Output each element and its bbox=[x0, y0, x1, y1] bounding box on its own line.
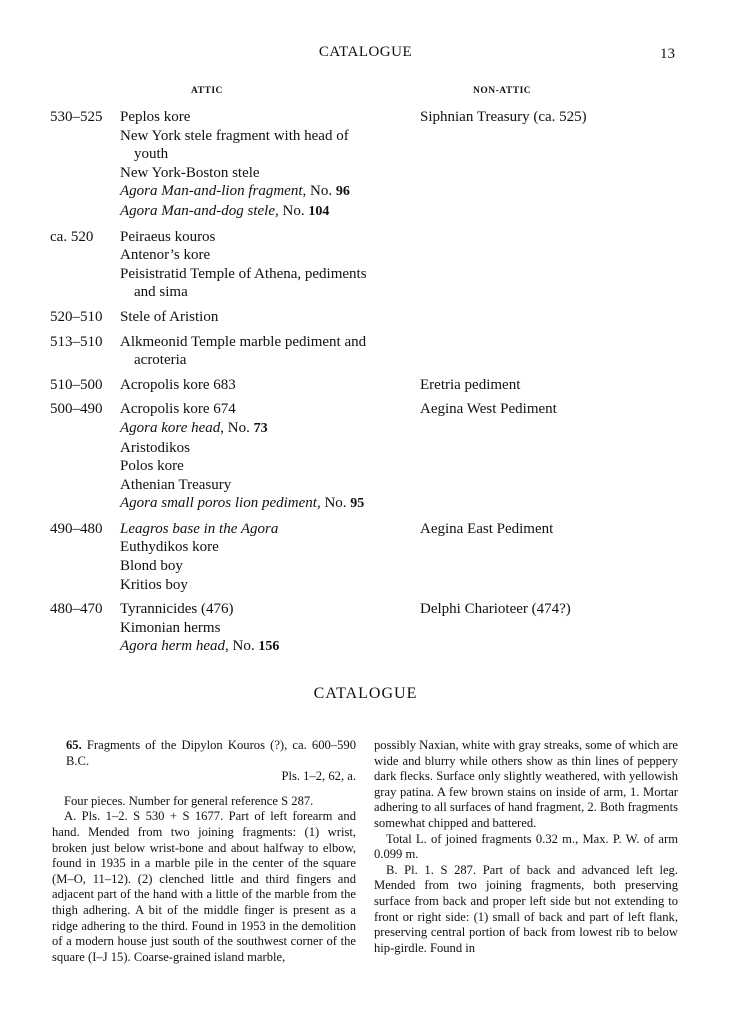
attic-entry-text: Leagros base in the Agora bbox=[120, 520, 279, 537]
attic-entries bbox=[120, 520, 405, 594]
attic-entry bbox=[120, 182, 405, 202]
row-date: 520–510 bbox=[50, 308, 103, 325]
catalogue-number: 156 bbox=[258, 639, 280, 655]
chronology-row bbox=[0, 376, 731, 395]
attic-entry-text: Peplos kore bbox=[120, 109, 191, 125]
row-date: 490–480 bbox=[50, 520, 103, 537]
attic-entry bbox=[120, 351, 405, 370]
attic-entry-text: Kimonian herms bbox=[120, 619, 221, 636]
chronology-row bbox=[0, 308, 731, 327]
attic-entry-text: Agora small poros lion pediment bbox=[120, 495, 317, 512]
entry-title: Fragments of the Dipylon Kouros (?), ca. 600–590 B.C. bbox=[66, 738, 356, 768]
left-paragraphs bbox=[52, 794, 356, 966]
paragraph: Four pieces. Number for general reference S 287. bbox=[64, 793, 314, 808]
attic-entry bbox=[120, 108, 405, 127]
chronology-row bbox=[0, 108, 731, 222]
attic-entry-text: Stele of Aristion bbox=[120, 308, 219, 325]
paragraph: B. Pl. 1. S 287. Part of back and advanced left leg. Mended from two joining fragments, both preserving surface from back and proper left side but not extending to front or right side: (1) small of back and part of left flank, preserving central portion of back from lowest rib to below hip-girdle. Found in bbox=[374, 862, 678, 955]
attic-entry bbox=[120, 333, 405, 352]
attic-entry bbox=[120, 283, 405, 302]
attic-entries bbox=[120, 108, 405, 222]
attic-entry bbox=[120, 308, 405, 327]
catalogue-ref-prefix: , No. bbox=[225, 638, 259, 655]
attic-entry-text: Acropolis kore 683 bbox=[120, 376, 236, 393]
attic-entry-text: acroteria bbox=[134, 352, 187, 369]
attic-entry-text: Blond boy bbox=[120, 558, 183, 575]
chronology-row bbox=[0, 400, 731, 514]
chronology-row bbox=[0, 520, 731, 594]
attic-entry-text: Acropolis kore 674 bbox=[120, 401, 236, 418]
row-date: 510–500 bbox=[50, 376, 103, 393]
attic-entry bbox=[120, 127, 405, 146]
attic-entries bbox=[120, 600, 405, 657]
paragraph: Total L. of joined fragments 0.32 m., Max. P. W. of arm 0.099 m. bbox=[374, 831, 678, 862]
text-column-left bbox=[52, 738, 356, 965]
non-attic-entry: Aegina East Pediment bbox=[420, 520, 554, 537]
attic-entry bbox=[120, 202, 405, 222]
non-attic-entry: Aegina West Pediment bbox=[420, 401, 557, 418]
catalogue-ref-prefix: , No. bbox=[316, 495, 351, 512]
catalogue-number: 104 bbox=[308, 203, 330, 219]
catalogue-ref-prefix: , No. bbox=[220, 419, 254, 436]
attic-entry bbox=[120, 637, 405, 657]
attic-entry-text: Athenian Treasury bbox=[120, 476, 232, 493]
row-date: 513–510 bbox=[50, 333, 103, 350]
non-attic-entry: Eretria pediment bbox=[420, 376, 521, 393]
attic-entry bbox=[120, 600, 405, 619]
row-date: ca. 520 bbox=[50, 228, 94, 245]
attic-entry-text: Kritios boy bbox=[120, 576, 188, 593]
attic-entry bbox=[120, 228, 405, 247]
attic-entry bbox=[120, 619, 405, 638]
text-column-right bbox=[374, 738, 678, 956]
entry-number: 65. bbox=[66, 738, 82, 752]
row-date: 480–470 bbox=[50, 601, 103, 618]
section-title: CATALOGUE bbox=[313, 685, 418, 702]
right-paragraphs bbox=[374, 738, 678, 956]
attic-entries bbox=[120, 333, 405, 370]
column-heading-non-attic: NON-ATTIC bbox=[473, 86, 532, 96]
paragraph: possibly Naxian, white with gray streaks, some of which are wide and blurry while others show as thin lines of peppery dark flecks. Surface only slightly weathered, with yellowish gray patina. A few brown stains on inside of arm, 1. Mortar adhering to all surfaces of hand fragment, 2. Both fragments somewhat chipped and battered. bbox=[374, 738, 678, 830]
attic-entry-text: Polos kore bbox=[120, 458, 184, 475]
row-date: 500–490 bbox=[50, 401, 103, 418]
paragraph: A. Pls. 1–2. S 530 + S 1677. Part of left forearm and hand. Mended from two joining fragments: (1) wrist, broken just below wrist-bone and about halfway to elbow, found in 1935 in a marble pile in the center of the square (M–O, 11–12). (2) clenched little and third fingers and adjacent part of the hand with a little of the marble from the thigh adhering. A bit of the middle finger is present as a ridge adhering to the third. Found in 1953 in the demolition of a modern house just south of the southwest corner of the square (I–J 15). Coarse-grained island marble, bbox=[52, 809, 356, 964]
row-date: 530–525 bbox=[50, 109, 103, 125]
catalogue-number: 73 bbox=[253, 420, 268, 436]
entry-heading bbox=[52, 738, 356, 785]
catalogue-ref-prefix: , No. bbox=[302, 183, 336, 200]
attic-entry-text: Tyrannicides (476) bbox=[120, 601, 234, 618]
attic-entry bbox=[120, 538, 405, 557]
non-attic-entry: Delphi Charioteer (474?) bbox=[420, 601, 571, 618]
attic-entry bbox=[120, 400, 405, 419]
attic-entry bbox=[120, 246, 405, 265]
attic-entries bbox=[120, 228, 405, 302]
attic-entry bbox=[120, 520, 405, 539]
attic-entry bbox=[120, 376, 405, 395]
chronology-row bbox=[0, 600, 731, 657]
attic-entry-text: Antenor’s kore bbox=[120, 247, 211, 264]
attic-entry bbox=[120, 576, 405, 595]
attic-entry bbox=[120, 557, 405, 576]
chronology-row bbox=[0, 333, 731, 370]
attic-entry bbox=[120, 145, 405, 164]
attic-entry bbox=[120, 476, 405, 495]
attic-entry bbox=[120, 419, 405, 439]
attic-entry-text: Agora Man-and-lion fragment bbox=[120, 183, 303, 200]
column-heading-attic: ATTIC bbox=[191, 86, 223, 96]
attic-entries bbox=[120, 400, 405, 514]
catalogue-number: 96 bbox=[335, 184, 350, 200]
attic-entry-text: Peisistratid Temple of Athena, pediments bbox=[120, 265, 367, 282]
attic-entry-text: youth bbox=[134, 146, 169, 163]
attic-entry bbox=[120, 265, 405, 284]
attic-entry-text: Peiraeus kouros bbox=[120, 228, 216, 245]
attic-entry-text: New York-Boston stele bbox=[120, 164, 260, 181]
attic-entry-text: New York stele fragment with head of bbox=[120, 127, 349, 144]
catalogue-number: 95 bbox=[350, 496, 365, 512]
attic-entry-text: Agora Man-and-dog stele bbox=[120, 202, 275, 219]
attic-entry-text: Agora kore head bbox=[120, 419, 221, 436]
page-number: 13 bbox=[660, 46, 675, 62]
attic-entry bbox=[120, 164, 405, 183]
non-attic-entry: Siphnian Treasury (ca. 525) bbox=[420, 109, 587, 125]
attic-entry bbox=[120, 457, 405, 476]
catalogue-ref-prefix: , No. bbox=[274, 202, 309, 219]
attic-entry-text: Agora herm head bbox=[120, 638, 225, 655]
chronology-row bbox=[0, 228, 731, 302]
chronology-table bbox=[0, 108, 731, 663]
attic-entry-text: Alkmeonid Temple marble pediment and bbox=[120, 333, 367, 350]
attic-entries bbox=[120, 308, 405, 327]
attic-entry-text: and sima bbox=[134, 284, 188, 301]
running-title: CATALOGUE bbox=[318, 44, 413, 60]
attic-entry bbox=[120, 494, 405, 514]
attic-entry-text: Euthydikos kore bbox=[120, 539, 219, 556]
attic-entries bbox=[120, 376, 405, 395]
entry-plates: Pls. 1–2, 62, a. bbox=[281, 769, 356, 784]
attic-entry-text: Aristodikos bbox=[120, 439, 191, 456]
attic-entry bbox=[120, 439, 405, 458]
